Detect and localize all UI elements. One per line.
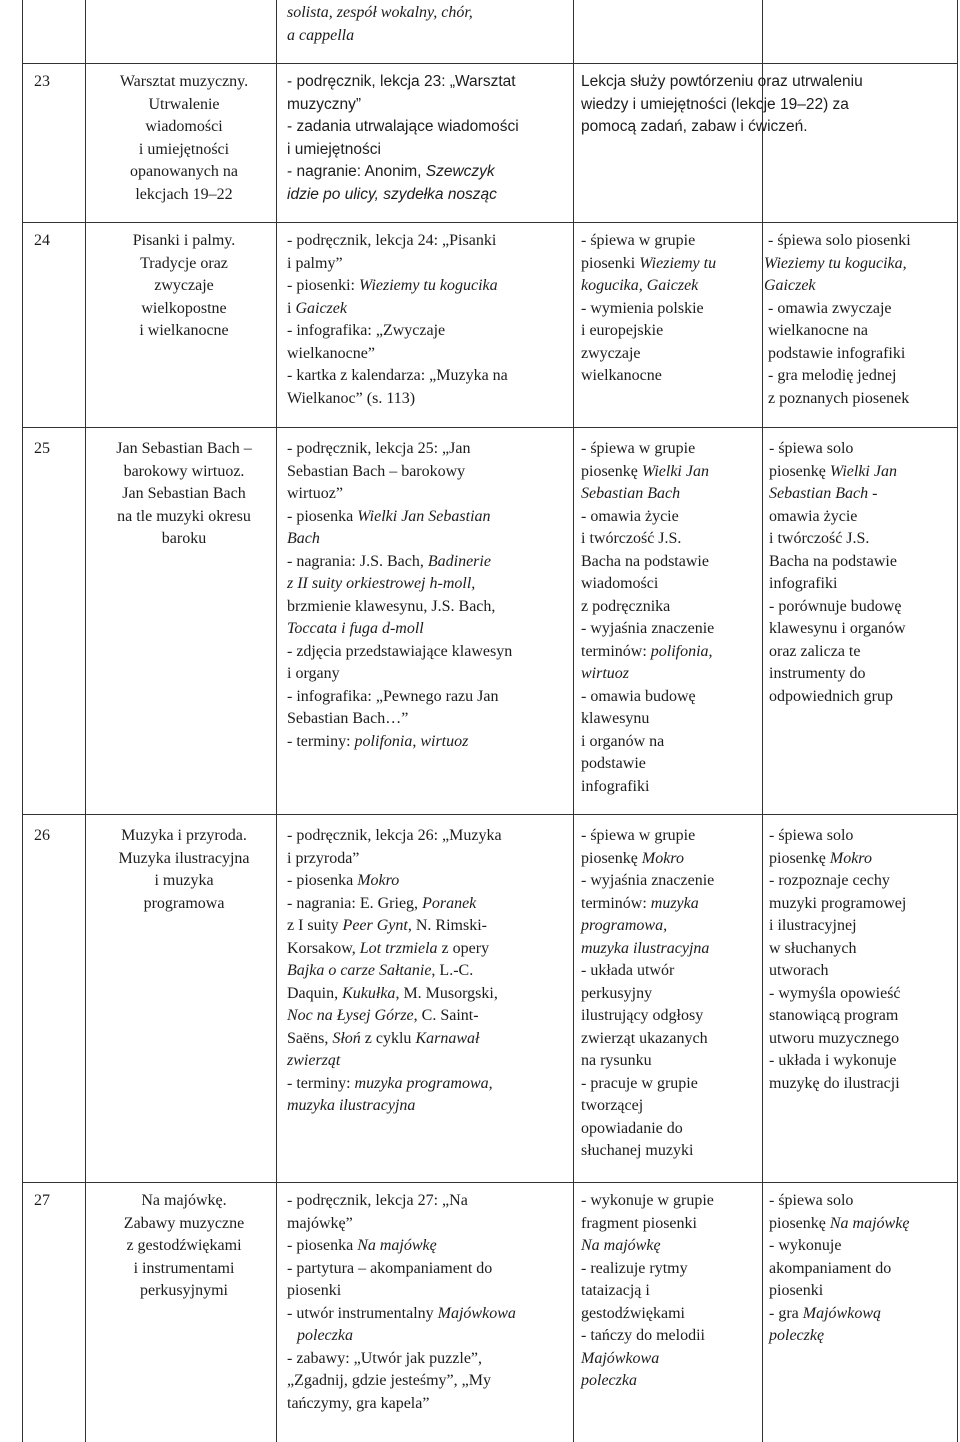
materials-line: Bach (287, 530, 320, 547)
topic-line: programowa (143, 894, 225, 912)
topic-line: Zabawy muzyczne (123, 1214, 245, 1232)
requirement-line: Na majówkę (581, 1237, 661, 1254)
materials-text: - nagranie: Anonim, (287, 163, 426, 180)
requirement-line: opowiadanie do (581, 1119, 683, 1137)
topic-line: Pisanki i palmy. (132, 232, 236, 249)
requirement-line: gestodźwiękami (581, 1304, 685, 1322)
requirement-line: akompaniament do (769, 1259, 892, 1277)
requirement-line (769, 461, 954, 484)
requirement-line: - omawia budowę (581, 687, 696, 705)
row-divider (22, 63, 958, 64)
requirement-line: infografiki (581, 777, 650, 795)
topic-line: zwyczaje (154, 277, 214, 294)
lesson-number: 27 (34, 1192, 50, 1209)
term: muzyka (650, 894, 699, 912)
requirement-line (769, 1213, 954, 1236)
basic-requirements (581, 825, 763, 1163)
requirement-line: - omawia życie (581, 507, 679, 525)
materials-line: i przyroda” (287, 849, 360, 867)
lesson-number: 23 (34, 73, 50, 90)
materials-text: - terminy: (287, 1074, 355, 1092)
requirement-line: Majówkowa (581, 1349, 660, 1367)
requirement-line: poleczkę (769, 1327, 825, 1344)
song-title: Mokro (357, 872, 400, 889)
requirement-line: i europejskie (581, 322, 664, 339)
requirement-line (769, 848, 954, 871)
materials-text: Saëns, (287, 1029, 333, 1047)
topic-line: i umiejętności (138, 140, 230, 158)
materials-line: - podręcznik, lekcja 23: „Warsztat (287, 73, 516, 90)
requirement-line: - wykonuje (769, 1237, 842, 1254)
materials-text: - piosenka (287, 507, 358, 525)
materials-text: - terminy: (287, 732, 355, 750)
materials-line: - podręcznik, lekcja 26: „Muzyka (287, 827, 502, 844)
requirement-line: wiadomości (581, 575, 659, 592)
requirement-line: - gra melodię jednej (768, 367, 897, 384)
requirement-line: omawia życie (769, 507, 858, 525)
topic-line: i wielkanocne (139, 322, 229, 339)
requirement-line: Gaiczek (764, 277, 816, 294)
topic-line: Jan Sebastian Bach (122, 485, 246, 502)
song-title: Wieziemy tu kogucika (359, 277, 498, 294)
requirement-text: terminów: (581, 894, 651, 912)
top-row-materials (287, 2, 569, 47)
grid-line (22, 0, 23, 1442)
term: muzyka programowa, (354, 1074, 493, 1092)
materials-line: - podręcznik, lekcja 25: „Jan (287, 440, 471, 457)
grid-line (276, 0, 277, 1442)
row-divider (22, 814, 958, 815)
work-title: Karnawał (415, 1029, 480, 1047)
requirement-text: piosenki (581, 254, 640, 272)
requirement-line: muzykę do ilustracji (769, 1074, 900, 1092)
lesson-topic (96, 71, 272, 206)
materials-text: z cyklu (360, 1029, 416, 1047)
lesson-materials (287, 825, 569, 1118)
grid-line (85, 0, 86, 1442)
song-title: Gaiczek (295, 299, 347, 317)
requirement-line: wirtuoz (581, 665, 630, 682)
requirement-line: wielkanocne (581, 367, 662, 384)
grid-line (957, 0, 958, 1442)
requirement-line: - układa i wykonuje (769, 1052, 897, 1069)
requirement-line: podstawie (581, 755, 646, 772)
materials-line: „Zgadnij, gdzie jesteśmy”, „My (287, 1372, 491, 1389)
materials-line: - podręcznik, lekcja 27: „Na (287, 1192, 468, 1209)
requirement-line: oraz zalicza te (769, 642, 861, 660)
topic-line: Jan Sebastian Bach – (116, 440, 252, 457)
requirement-text: piosenkę (581, 849, 642, 867)
requirement-line: - omawia zwyczaje (768, 299, 892, 317)
song-title: Mokro (829, 849, 872, 867)
work-title: Majówkowa (437, 1304, 516, 1322)
materials-line: i palmy” (287, 254, 343, 272)
materials-line: - podręcznik, lekcja 24: „Pisanki (287, 232, 497, 249)
extended-requirements (769, 1190, 954, 1348)
materials-line (287, 915, 569, 938)
requirement-line (769, 1303, 954, 1326)
requirement-line: - wyjaśnia znaczenie (581, 872, 715, 889)
materials-line: solista, zespół wokalny, chór, (287, 4, 473, 21)
requirement-line: - rozpoznaje cechy (769, 872, 890, 889)
work-title: Słoń (332, 1029, 361, 1047)
materials-line: wirtuoz” (287, 485, 343, 502)
term: polifonia, (650, 642, 713, 660)
requirement-line: - śpiewa solo (769, 1192, 854, 1209)
requirement-line: - śpiewa solo (769, 440, 854, 457)
topic-line: i instrumentami (133, 1259, 235, 1277)
materials-text: , L.-C. (431, 962, 474, 979)
materials-line (287, 1005, 569, 1028)
requirement-line: - śpiewa w grupie (581, 232, 696, 249)
lesson-materials (287, 71, 569, 206)
materials-line: muzyczny” (287, 95, 362, 113)
requirement-line: - śpiewa w grupie (581, 440, 696, 457)
topic-line: barokowy wirtuoz. (123, 462, 245, 480)
materials-line: - zdjęcia przedstawiające klawesyn (287, 642, 513, 660)
materials-line: - partytura – akompaniament do (287, 1259, 493, 1277)
requirement-line: instrumenty do (769, 665, 866, 682)
requirement-line: - wyjaśnia znaczenie (581, 620, 715, 637)
materials-line: - infografika: „Zwyczaje (287, 322, 446, 339)
lesson-number: 25 (34, 440, 50, 457)
summary-line: wiedzy i umiejętności (lekcje 19–22) za (581, 95, 849, 113)
requirement-line: perkusyjny (581, 984, 653, 1002)
requirement-line: programowa, (581, 917, 668, 934)
requirement-line (581, 641, 763, 664)
requirement-line: słuchanej muzyki (581, 1142, 694, 1159)
materials-line: i umiejętności (287, 140, 381, 158)
requirement-line: - pracuje w grupie (581, 1074, 698, 1092)
row-divider (22, 222, 958, 223)
materials-line: i organy (287, 665, 340, 682)
requirement-line: - śpiewa w grupie (581, 827, 696, 844)
requirement-line: na rysunku (581, 1052, 652, 1069)
materials-line (287, 1303, 569, 1326)
materials-text: z opery (437, 939, 490, 957)
topic-line: Muzyka ilustracyjna (118, 849, 250, 867)
term: wirtuoz (420, 732, 469, 750)
requirement-line: fragment piosenki (581, 1214, 697, 1232)
term: polifonia (354, 732, 413, 750)
materials-line (287, 1028, 569, 1051)
materials-line: Toccata i fuga d-moll (287, 620, 424, 637)
requirement-line: podstawie infografiki (768, 344, 906, 362)
topic-line: Na majówkę. (141, 1192, 227, 1209)
materials-text: - piosenka (287, 872, 358, 889)
requirement-line: infografiki (769, 575, 838, 592)
song-title: Szewczyk (425, 163, 495, 180)
lesson-summary (581, 71, 953, 139)
requirement-line: tataizacją i (581, 1282, 650, 1299)
requirement-line: utworach (769, 962, 829, 979)
lesson-number: 24 (34, 232, 50, 249)
materials-line (287, 275, 569, 298)
extended-requirements (764, 230, 956, 410)
materials-line: brzmienie klawesynu, J.S. Bach, (287, 597, 496, 615)
materials-line: - zabawy: „Utwór jak puzzle”, (287, 1349, 483, 1367)
requirement-line: i twórczość J.S. (581, 530, 682, 547)
materials-text: i (287, 299, 296, 317)
materials-line (287, 983, 569, 1006)
materials-text: - piosenki: (287, 277, 359, 294)
materials-line: muzyka ilustracyjna (287, 1097, 416, 1114)
materials-text: Korsakow, (287, 939, 360, 957)
requirement-line: zwyczaje (581, 344, 641, 362)
work-title: Badinerie (427, 552, 491, 570)
topic-line: wielkopostne (141, 299, 227, 317)
materials-text: , N. Rimski- (407, 917, 487, 934)
requirement-line: - wymyśla opowieść (769, 984, 901, 1002)
requirement-text: piosenkę (769, 462, 830, 480)
requirement-text: - gra (769, 1304, 803, 1322)
requirement-line: w słuchanych (769, 939, 857, 957)
topic-line: z gestodźwiękami (126, 1237, 242, 1254)
basic-requirements (581, 438, 763, 798)
requirement-line (581, 461, 763, 484)
song-title: Wielki Jan (829, 462, 897, 480)
materials-line: a cappella (287, 26, 355, 44)
topic-line: perkusyjnymi (140, 1282, 228, 1299)
topic-line: Warsztat muzyczny. (119, 73, 249, 90)
requirement-line: i ilustracyjnej (769, 917, 857, 934)
requirement-line: wielkanocne na (768, 322, 868, 339)
lesson-number: 26 (34, 827, 50, 844)
requirement-line: - realizuje rytmy (581, 1259, 688, 1277)
requirement-line: i organów na (581, 732, 665, 750)
requirement-text: piosenkę (581, 462, 642, 480)
requirement-line: stanowiącą program (769, 1007, 899, 1024)
requirement-line: odpowiednich grup (769, 687, 893, 705)
requirement-line: muzyka ilustracyjna (581, 939, 710, 957)
requirement-line: zwierząt ukazanych (581, 1029, 708, 1047)
requirement-line: poleczka (581, 1372, 637, 1389)
topic-line: Muzyka i przyroda. (121, 827, 247, 844)
requirement-line: i twórczość J.S. (769, 530, 870, 547)
requirement-line: - wykonuje w grupie (581, 1192, 714, 1209)
requirement-line (581, 253, 763, 276)
topic-line: wiadomości (145, 118, 223, 135)
topic-line: lekcjach 19–22 (135, 185, 233, 203)
work-title: Noc na Łysej Górze (287, 1007, 414, 1024)
materials-text: , C. Saint- (413, 1007, 479, 1024)
work-title: Kukułka (342, 984, 396, 1002)
topic-line: opanowanych na (130, 163, 238, 180)
work-title: Majówkową (802, 1304, 881, 1322)
work-title: Bajka o carze Sałtanie (287, 962, 432, 979)
materials-line (287, 870, 569, 893)
materials-line (287, 893, 569, 916)
materials-line: tańczymy, gra kapela” (287, 1394, 430, 1412)
requirement-line: - tańczy do melodii (581, 1327, 705, 1344)
lesson-materials (287, 1190, 569, 1415)
materials-line (287, 938, 569, 961)
song-title: Na majówkę (829, 1214, 910, 1232)
requirement-line: tworzącej (581, 1097, 644, 1114)
materials-text: , M. Musorgski, (395, 984, 498, 1002)
requirement-line: - układa utwór (581, 962, 675, 979)
topic-line: i muzyka (154, 872, 214, 889)
requirement-line: - wymienia polskie (581, 299, 704, 317)
materials-text: - nagrania: J.S. Bach, (287, 552, 428, 570)
requirement-line: z podręcznika (581, 597, 671, 615)
requirement-line: Bacha na podstawie (581, 552, 709, 570)
materials-line (287, 298, 569, 321)
grid-line (573, 0, 574, 1442)
song-title: Wielki Jan Sebastian (357, 507, 491, 525)
requirement-line: Sebastian Bach (581, 485, 681, 502)
row-divider (22, 427, 958, 428)
materials-line: - kartka z kalendarza: „Muzyka na (287, 367, 508, 384)
lesson-materials (287, 230, 569, 410)
materials-text: - utwór instrumentalny (287, 1304, 438, 1322)
materials-text: - piosenka (287, 1237, 358, 1254)
materials-line (287, 1235, 569, 1258)
topic-line: na tle muzyki okresu (117, 507, 251, 525)
requirement-line: klawesynu i organów (769, 620, 906, 637)
topic-line: baroku (161, 530, 207, 547)
requirement-line: Wieziemy tu kogucika, (764, 254, 907, 272)
requirement-line (581, 893, 763, 916)
requirement-line (581, 848, 763, 871)
work-title: Lot trzmiela (359, 939, 438, 957)
extended-requirements (769, 438, 954, 708)
materials-line (287, 506, 569, 529)
materials-line: idzie po ulicy, szydełka nosząc (287, 185, 497, 203)
basic-requirements (581, 1190, 763, 1393)
song-title: Na majówkę (357, 1237, 437, 1254)
requirement-line: - porównuje budowę (769, 597, 902, 615)
materials-line: z II suity orkiestrowej h-moll, (287, 575, 476, 592)
requirement-line: klawesynu (581, 710, 650, 727)
materials-line: Wielkanoc” (s. 113) (287, 389, 416, 407)
requirement-line: Sebastian Bach - (769, 485, 878, 502)
materials-line (287, 551, 569, 574)
materials-text: Daquin, (287, 984, 343, 1002)
requirement-line: piosenki (769, 1282, 824, 1299)
lesson-topic (96, 438, 272, 551)
requirement-line: - śpiewa solo piosenki (768, 232, 911, 249)
topic-line: Tradycje oraz (140, 254, 228, 272)
topic-line: Utrwalenie (148, 95, 220, 113)
requirement-line: muzyki programowej (769, 894, 907, 912)
song-title: Wielki Jan (641, 462, 709, 480)
requirement-line: utworu muzycznego (769, 1029, 900, 1047)
materials-line: piosenki (287, 1282, 342, 1299)
materials-line: Sebastian Bach – barokowy (287, 462, 466, 480)
work-title: Peer Gynt (342, 917, 408, 934)
materials-line: zwierząt (287, 1052, 341, 1069)
requirement-text: terminów: (581, 642, 651, 660)
song-title: Wieziemy tu (639, 254, 717, 272)
materials-text: z I suity (287, 917, 343, 934)
song-title: Mokro (641, 849, 684, 867)
requirement-text: piosenkę (769, 1214, 830, 1232)
materials-line: - terminy: polifonia, wirtuoz (287, 732, 469, 750)
row-divider (22, 1182, 958, 1183)
requirement-line: - śpiewa solo (769, 827, 854, 844)
materials-line (287, 960, 569, 983)
extended-requirements (769, 825, 954, 1095)
materials-text: - nagrania: E. Grieg, (287, 894, 423, 912)
materials-line: Sebastian Bach…” (287, 710, 409, 727)
summary-line: Lekcja służy powtórzeniu oraz utrwaleniu (581, 73, 863, 90)
lesson-topic (96, 1190, 272, 1303)
materials-line: poleczka (297, 1327, 353, 1344)
materials-line: wielkanocne” (287, 344, 375, 362)
requirement-line: ilustrujący odgłosy (581, 1007, 704, 1024)
materials-line (287, 161, 569, 184)
work-title: Poranek (422, 894, 477, 912)
lesson-materials (287, 438, 569, 753)
basic-requirements (581, 230, 763, 388)
summary-line: pomocą zadań, zabaw i ćwiczeń. (581, 118, 808, 135)
requirement-line: z poznanych piosenek (768, 389, 910, 407)
requirement-text: piosenkę (769, 849, 830, 867)
materials-line: majówkę” (287, 1214, 353, 1232)
lesson-topic (96, 230, 272, 343)
requirement-line: Bacha na podstawie (769, 552, 897, 570)
materials-line: - infografika: „Pewnego razu Jan (287, 687, 499, 705)
requirement-line: kogucika, Gaiczek (581, 277, 699, 294)
materials-line (287, 1073, 569, 1096)
lesson-topic (96, 825, 272, 915)
materials-line: - zadania utrwalające wiadomości (287, 118, 519, 135)
